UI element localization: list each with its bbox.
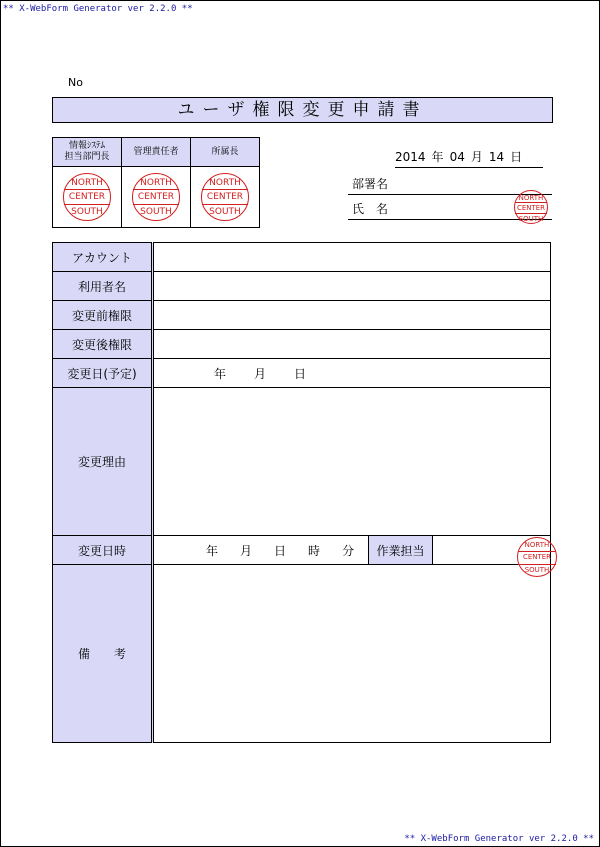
approval-stamp-cell[interactable] [53,167,122,228]
approval-stamp-cell[interactable] [191,167,260,228]
approval-header-it-manager: 情報ｼｽﾃﾑ 担当部門長 [53,138,122,167]
remarks-field[interactable] [153,565,551,743]
before-permission-label: 変更前権限 [53,301,153,330]
date-month: 04 [449,150,465,164]
change-datetime-label: 変更日時 [53,536,153,565]
date-day: 14 [488,150,505,164]
generator-label-top: ** X-WebForm Generator ver 2.2.0 ** [3,4,193,14]
planned-date-field[interactable]: 年 月 日 [153,359,551,388]
before-permission-field[interactable] [153,301,551,330]
hanko-stamp-icon: NORTH CENTER SOUTH [201,173,249,221]
department-label: 部署名 [352,177,389,191]
after-permission-field[interactable] [153,330,551,359]
approval-table [52,137,260,228]
approval-header-dept-head: 所属長 [191,138,260,167]
worker-label: 作業担当 [369,536,433,565]
user-name-label: 利用者名 [53,272,153,301]
approval-stamp-cell[interactable] [122,167,191,228]
account-field[interactable] [153,243,551,272]
name-label: 氏 名 [352,202,389,216]
reason-label: 変更理由 [53,388,153,536]
no-label: No [68,76,83,89]
change-datetime-field[interactable]: 年 月 日 時 分 [153,536,369,565]
after-permission-label: 変更後権限 [53,330,153,359]
remarks-label: 備 考 [53,565,153,743]
application-date[interactable]: 2014 年 04 月 14 日 [395,148,543,168]
generator-label-bottom: ** X-WebForm Generator ver 2.2.0 ** [404,834,594,844]
hanko-stamp-icon: NORTH CENTER SOUTH [132,173,180,221]
account-label: アカウント [53,243,153,272]
approval-header-admin: 管理責任者 [122,138,191,167]
request-table [52,242,551,743]
planned-date-label: 変更日(予定) [53,359,153,388]
applicant-hanko-stamp-icon: NORTH CENTER SOUTH [514,190,548,224]
worker-hanko-stamp-icon: NORTH CENTER SOUTH [517,537,557,577]
hanko-stamp-icon: NORTH CENTER SOUTH [63,173,111,221]
user-name-field[interactable] [153,272,551,301]
form-title: ユーザ権限変更申請書 [52,97,553,123]
date-year: 2014 [395,150,426,164]
reason-field[interactable] [153,388,551,536]
